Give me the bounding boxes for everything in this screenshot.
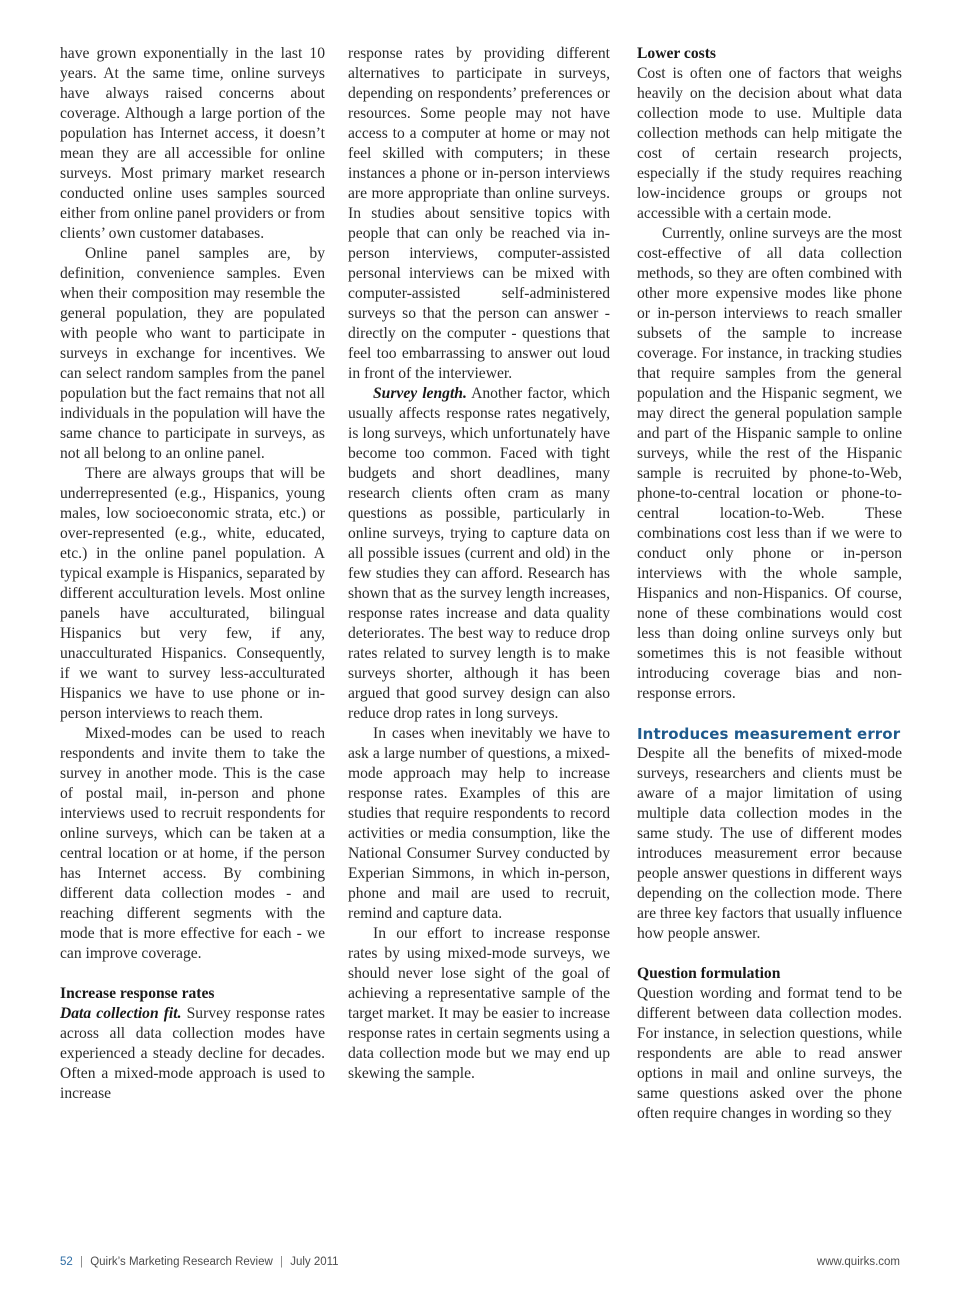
page-footer — [60, 1256, 900, 1274]
paragraph-text: Survey response rates across all data collection modes have experienced a steady decline for decades. Often a mixed-mode approach is used to increase — [60, 1005, 325, 1102]
section-heading: Lower costs — [637, 45, 716, 62]
paragraph — [60, 1004, 325, 1104]
website-url[interactable]: www.quirks.com — [816, 1256, 900, 1268]
paragraph: Currently, online surveys are the most cost-effective of all data collection methods, so they are often combined with other more expensive modes like phone or in-person interviews to reach smaller subsets of the sample to increase coverage. For instance, in tracking studies that require samples from the general population and the Hispanic segment, we may direct the general population sample and part of the Hispanic sample to online surveys, while the rest of the Hispanic sample is recruited by phone-to-Web, phone-to-central location or phone-to-central location-to-Web. These combinations cost less than if we were to conduct only phone or in-person interviews with the whole sample, Hispanics and non-Hispanics. Of course, none of these combinations would cost less than doing online surveys only but sometimes this is not feasible without introducing coverage bias and non-response errors. — [637, 225, 902, 702]
footer-separator: | — [279, 1256, 283, 1268]
section-heading: Question formulation — [637, 965, 781, 982]
section-title: Introduces measurement error — [637, 725, 901, 743]
paragraph: response rates by providing different alternatives to participate in surveys, depending on respondents’ preferences or resources. Some people may not have access to a computer at home or may not feel skilled with computers; in these instances a phone or in-person interviews are more appropriate than online surveys. In studies about sensitive topics with people that can only be reached via in-person interviews, computer-assisted personal interviews can be mixed with computer-assisted self-administered surveys so that the person can answer - directly on the computer - questions that feel too embarrassing to answer out loud in front of the interviewer. — [348, 45, 610, 382]
footer-separator: | — [80, 1256, 83, 1268]
column-2 — [348, 44, 610, 1084]
issue-date: July 2011 — [290, 1256, 339, 1268]
subheading-inline: Survey length. — [373, 385, 467, 402]
column-3 — [637, 44, 902, 1124]
subheading-inline: Data collection fit. — [60, 1005, 182, 1022]
paragraph: Online panel samples are, by definition, convenience samples. Even when their composition may resemble the general population, they are populated with people who want to participate in surveys in exchange for incentives. We can select random samples from the panel population but the fact remains that not all individuals in the population will have the same chance to participate in surveys, as not all belong to an online panel. — [60, 245, 325, 462]
section-heading: Increase response rates — [60, 985, 215, 1002]
paragraph — [348, 384, 610, 724]
column-1 — [60, 44, 325, 1104]
paragraph: In cases when inevitably we have to ask a large number of questions, a mixed-mode approach may help to increase response rates. Examples of this are studies that require respondents to record activities or media consumption, like the National Consumer Survey conducted by Experian Simmons, in which in-person, phone and mail are used to recruit, remind and capture data. — [348, 725, 610, 922]
paragraph: Despite all the benefits of mixed-mode surveys, researchers and clients must be aware of a major limitation of using multiple data collection modes in the same study. The use of different modes introduces measurement error because people answer questions in different ways depending on the collection mode. There are three key factors that usually influence how people answer. — [637, 745, 902, 942]
paragraph: Mixed-modes can be used to reach respondents and invite them to take the survey in another mode. This is the case of postal mail, in-person and phone interviews used to recruit respondents for online surveys, which can be taken at a central location or at home, if the person has Internet access. By combining different data collection modes - and reaching different segments with the mode that is more effective for each - we can improve coverage. — [60, 725, 325, 962]
paragraph: Cost is often one of factors that weighs heavily on the decision about what data collection mode to use. Multiple data collection methods can help mitigate the cost of certain research projects, especially if the study requires reaching low-incidence groups or groups not accessible with a certain mode. — [637, 65, 902, 222]
paragraph: have grown exponentially in the last 10 years. At the same time, online surveys have always raised concerns about coverage. Although a large portion of the population has Internet access, it doesn’t mean they are all accessible for online surveys. Most primary market research conducted online uses samples sourced either from online panel providers or from clients’ own customer databases. — [60, 45, 325, 242]
paragraph-text: Another factor, which usually affects response rates negatively, is long surveys, which unfortunately have become too common. Faced with tight budgets and short deadlines, many research clients often cram as many questions as possible, particularly in online surveys, trying to capture data on all possible issues (current and old) in the few studies they can afford. Research has shown that as the survey length increases, response rates increase and data quality deteriorates. The best way to reduce drop rates related to survey length is to make surveys shorter, although it has been argued that good survey design can also reduce drop rates in long surveys. — [348, 385, 611, 722]
page-number: 52 — [60, 1256, 73, 1268]
publication-name: Quirk’s Marketing Research Review — [90, 1256, 273, 1268]
paragraph: In our effort to increase response rates by using mixed-mode surveys, we should never lose sight of the goal of achieving a representative sample of the target market. It may be easier to increase response rates in certain segments using a data collection mode but we may end up skewing the sample. — [348, 925, 610, 1082]
paragraph: There are always groups that will be underrepresented (e.g., Hispanics, young males, low socioeconomic strata, etc.) or over-represented (e.g., white, educated, etc.) in the online panel population. A typical example is Hispanics, separated by different acculturation levels. Most online panels have acculturated, bilingual Hispanics but very few, if any, unacculturated Hispanics. Consequently, if we want to survey less-acculturated Hispanics we have to use phone or in-person interviews to reach them. — [60, 465, 326, 722]
paragraph: Question wording and format tend to be different between data collection modes. For instance, in selection questions, while respondents are able to read answer options in mail and online surveys, the same questions asked over the phone often require changes in wording so they — [637, 985, 902, 1122]
